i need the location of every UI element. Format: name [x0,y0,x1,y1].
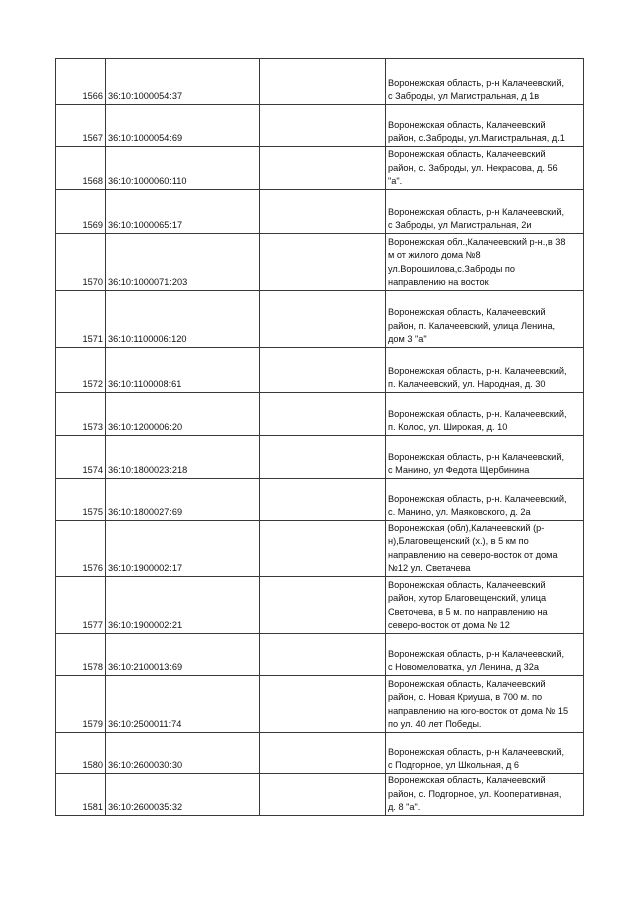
address-cell [386,348,584,393]
cadastral-number: 36:10:1000071:203 [106,234,260,291]
address-line: Воронежская область, р-н Калачеевский, [388,77,564,88]
address-line: с Заброды, ул Магистральная, д 1в [388,91,540,102]
row-number: 1578 [56,634,106,676]
address-line: м от жилого дома №8 [388,250,481,261]
address-cell [386,577,584,634]
table-row [56,190,584,234]
row-number: 1573 [56,393,106,436]
address-line: район, с. Подгорное, ул. Кооперативная, [388,788,562,799]
row-number: 1574 [56,436,106,479]
row-number: 1566 [56,59,106,105]
address-line: с Новомеловатка, ул Ленина, д 32а [388,662,539,673]
empty-cell [260,733,386,774]
cadastral-number: 36:10:1200006:20 [106,393,260,436]
address-line: п. Калачеевский, ул. Народная, д. 30 [388,379,546,390]
row-number: 1569 [56,190,106,234]
address-line: направлению на юго-восток от дома № 15 [388,705,569,716]
cadastral-number: 36:10:1100006:120 [106,291,260,348]
address-line: с Подгорное, ул Школьная, д 6 [388,760,519,771]
address-line: Светочева, в 5 м. по направлению на [388,606,548,617]
table-row [56,348,584,393]
address-line: Воронежская (обл),Калачеевский (р- [388,522,545,533]
address-line: с Манино, ул Федота Щербинина [388,465,530,476]
table-row [56,147,584,190]
row-number: 1577 [56,577,106,634]
address-line: дом 3 "а" [388,334,427,345]
address-line: район, п. Калачеевский, улица Ленина, [388,320,556,331]
address-line: с Заброды, ул Магистральная, 2и [388,220,532,231]
empty-cell [260,577,386,634]
table-row [56,774,584,816]
address-cell [386,190,584,234]
address-line: Воронежская область, р-н. Калачеевский, [388,493,567,504]
empty-cell [260,676,386,733]
row-number: 1572 [56,348,106,393]
address-line: Воронежская область, Калачеевский [388,307,546,318]
address-line: направлению на восток [388,277,489,288]
cadastral-number: 36:10:1000054:37 [106,59,260,105]
address-cell [386,234,584,291]
empty-cell [260,521,386,577]
table-row [56,479,584,521]
address-line: Воронежская область, р-н Калачеевский, [388,746,564,757]
cadastral-number: 36:10:1800027:69 [106,479,260,521]
address-cell [386,436,584,479]
cadastral-number: 36:10:1100008:61 [106,348,260,393]
address-cell [386,479,584,521]
address-line: Воронежская область, Калачеевский [388,149,546,160]
table-row [56,393,584,436]
row-number: 1580 [56,733,106,774]
address-line: район, хутор Благовещенский, улица [388,593,547,604]
empty-cell [260,147,386,190]
cadastral-number: 36:10:1000054:69 [106,105,260,147]
empty-cell [260,234,386,291]
empty-cell [260,291,386,348]
address-cell [386,147,584,190]
cadastral-number: 36:10:1900002:21 [106,577,260,634]
empty-cell [260,774,386,816]
address-cell [386,105,584,147]
empty-cell [260,436,386,479]
table-row [56,676,584,733]
cadastral-number: 36:10:1000065:17 [106,190,260,234]
address-line: Воронежская область, р-н. Калачеевский, [388,408,567,419]
address-cell [386,393,584,436]
address-line: н),Благовещенский (х.), в 5 км по [388,536,529,547]
address-line: район, с. Новая Криуша, в 700 м. по [388,692,543,703]
row-number: 1568 [56,147,106,190]
table-row [56,436,584,479]
address-line: Воронежская область, р-н. Калачеевский, [388,365,567,376]
row-number: 1570 [56,234,106,291]
empty-cell [260,348,386,393]
address-line: с. Манино, ул. Маяковского, д. 2а [388,507,531,518]
address-line: ул.Ворошилова,с.Заброды по [388,263,515,274]
address-cell [386,774,584,816]
empty-cell [260,59,386,105]
address-cell [386,521,584,577]
cadastral-number: 36:10:2600030:30 [106,733,260,774]
address-line: Воронежская область, р-н Калачеевский, [388,206,564,217]
address-cell [386,59,584,105]
table-row [56,234,584,291]
address-line: п. Колос, ул. Широкая, д. 10 [388,422,508,433]
address-line: "а". [388,176,403,187]
cadastral-number: 36:10:1800023:218 [106,436,260,479]
address-line: район, с. Заброды, ул. Некрасова, д. 56 [388,162,558,173]
table-row [56,105,584,147]
row-number: 1581 [56,774,106,816]
address-line: №12 ул. Светачева [388,563,471,574]
empty-cell [260,190,386,234]
address-line: Воронежская область, Калачеевский [388,119,546,130]
address-line: направлению на северо-восток от дома [388,549,558,560]
address-line: Воронежская область, р-н Калачеевский, [388,451,564,462]
cadastral-number: 36:10:1000060:110 [106,147,260,190]
table-row [56,634,584,676]
registry-table [55,58,584,816]
cadastral-number: 36:10:2100013:69 [106,634,260,676]
table-row [56,521,584,577]
table-row [56,577,584,634]
address-line: Воронежская область, Калачеевский [388,678,546,689]
empty-cell [260,634,386,676]
registry-table-body [56,59,584,816]
address-line: северо-восток от дома № 12 [388,620,510,631]
address-cell [386,676,584,733]
cadastral-number: 36:10:2600035:32 [106,774,260,816]
table-row [56,733,584,774]
empty-cell [260,105,386,147]
empty-cell [260,393,386,436]
address-line: район, с.Заброды, ул.Магистральная, д.1 [388,133,565,144]
address-line: Воронежская область, Калачеевский [388,579,546,590]
cadastral-number: 36:10:1900002:17 [106,521,260,577]
empty-cell [260,479,386,521]
row-number: 1576 [56,521,106,577]
cadastral-number: 36:10:2500011:74 [106,676,260,733]
row-number: 1571 [56,291,106,348]
row-number: 1575 [56,479,106,521]
row-number: 1567 [56,105,106,147]
row-number: 1579 [56,676,106,733]
address-line: Воронежская область, р-н Калачеевский, [388,648,564,659]
table-row [56,291,584,348]
address-cell [386,733,584,774]
address-line: по ул. 40 лет Победы. [388,719,482,730]
address-cell [386,291,584,348]
address-line: Воронежская область, Калачеевский [388,775,546,786]
address-line: д. 8 "а". [388,802,421,813]
table-row [56,59,584,105]
address-cell [386,634,584,676]
address-line: Воронежская обл.,Калачеевский р-н.,в 38 [388,236,566,247]
